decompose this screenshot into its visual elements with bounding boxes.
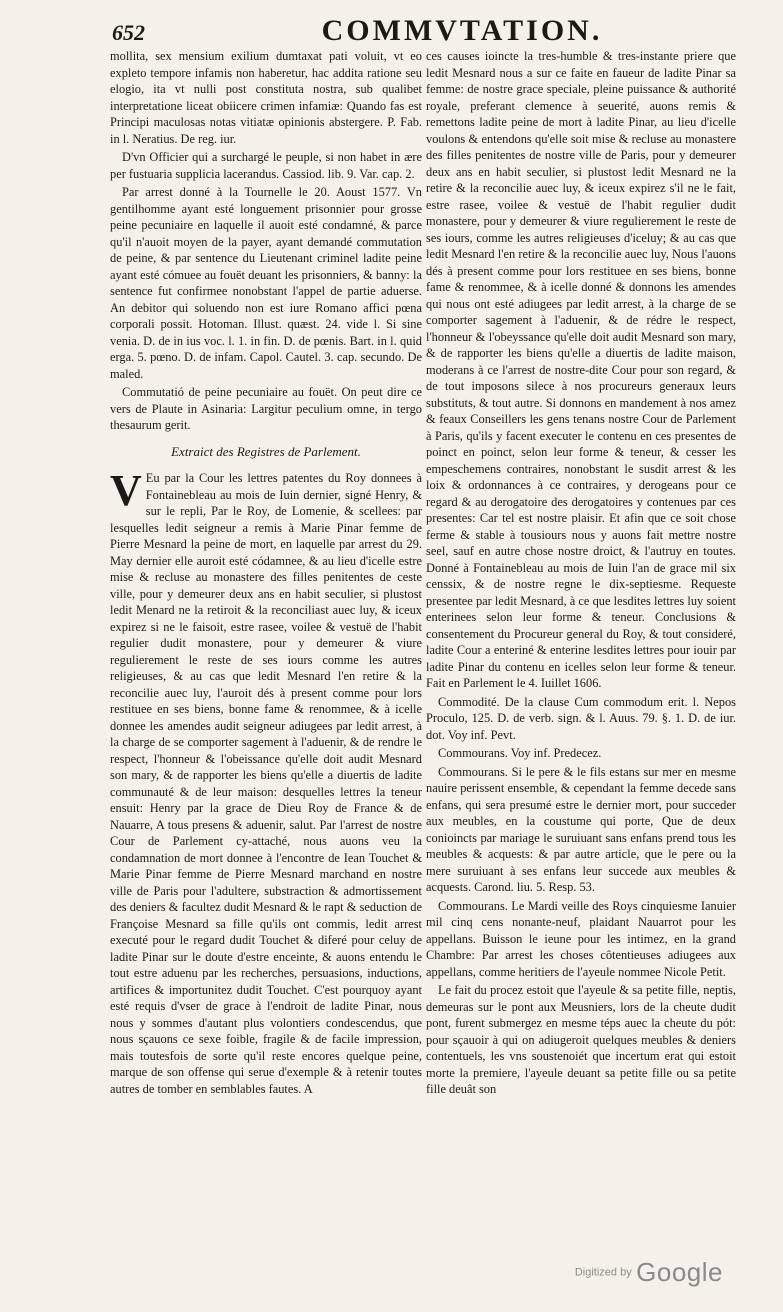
page-number: 652 xyxy=(112,20,145,45)
right-paragraph-3: Commourans. Voy inf. Predecez. xyxy=(438,746,602,760)
drop-cap-letter: V xyxy=(110,466,142,515)
watermark-prefix: Digitized by xyxy=(574,1266,632,1279)
left-paragraph-1: mollita, sex mensium exilium dumtaxat pati voluit, vt eo expleto tempore infamis non haberetur, hac addita ratione seu elogio, ita vt nulli post constituta nostra, sub qualibet interpretatione liceat obiicere crimen infamiæ: Quando fas est Principi maculosas notas vitiatæ opinionis abstergere. P. Fab. in l. Neratius. De reg. iur. xyxy=(110,49,422,146)
right-column xyxy=(426,48,736,1178)
right-paragraph-2: Commodité. De la clause Cum commodum erit. l. Nepos Proculo, 125. D. de verb. sign. & l. Auus. 79. §. 1. D. de iur. dot. Voy inf. Pevt. xyxy=(426,694,736,742)
left-paragraph-2: D'vn Officier qui a surchargé le peuple, si non habet in ære per fustuaria supplicia lacerandus. Cassiod. lib. 9. Var. cap. 2. xyxy=(110,150,422,181)
right-paragraph-5: Commourans. Le Mardi veille des Roys cinquiesme Ianuier mil cinq cens nonante-neuf, plaidant Nauarrot pour les appellans. Buisson le ieune pour les intimez, en la grand Chambre: Par arrest les choses côtentieuses adiugees aux appellans, comme heritiers de l'ayeule nommee Nicole Petit. xyxy=(426,898,736,979)
google-watermark xyxy=(575,1257,723,1288)
google-logo: Google xyxy=(636,1257,723,1287)
left-paragraph-5-text: Eu par la Cour les lettres patentes du Roy donnees à Fontainebleau au mois de Iuin dernier, signé Henry, & sur le repli, Par le Roy, de Lomenie, & scellees: par lesquelles ledit seigneur a remis à Marie Pinar femme de Pierre Mesnard la peine de mort, en laquelle par arrest du 29. May dernier elle auroit esté códamnee, & au lieu d'icelle estre mise & recluse au monastere des filles penitentes de ceste ville, pour y demeurer deux ans en habit seculier, si plustost ledit Menard ne la retiroit & la reconciliast auec luy, & iceux expirez si ne le faisoit, estre rasee, voilee & vestuë de l'habit regulier dudit monastere, pour y demeurer & viure regulierement le reste de ses iours comme les autres religieuses, & au cas que ledit Mesnard l'en retire & la reconcilie auec luy, l'auroit dés à present comme pour lors restituee en ses biens, bonne fame & renommee, & à icelle donnee les amendes audit seigneur adiugees par ledit arrest, à la charge de se comporter sagement à l'aduenir, & de rendre le respect, l'honneur & l'obeissance qu'elle doit audit Mesnard son mary, & de rapporter les biens qu'elle a diuertis de ladite communauté & de leur maison: desquelles lettres la teneur ensuit: Henry par la grace de Dieu Roy de France & de Nauarre, A tous presens & aduenir, salut. Par l'arrest de nostre Cour de Parlement cy-attaché, nous auons veu la condamnation de mort donnee à l'encontre de Iean Touchet & Marie Pinar femme de Pierre Mesnard marchand en nostre ville de Paris pour l'adultere, substraction & admortissement des deniers & facultez dudit Mesnard & le rapt & seduction de Françoise Mesnard sa fille qu'ils ont commis, ledit arrest executé pour le regard dudit Touchet & diferé pour celuy de ladite Pinar sur le doute d'estre enceinte, & auons entendu le tout estre aduenu par les recherches, persuasions, inductions, artifices & importunitez dudit Touchet. C'est pourquoy ayant esté requis d'vser de grace à l'endroit de ladite Pinar, nous nous y sommes d'autant plus volontiers condescendus, que nous sçauons ce sexe foible, fragile & de facile impression, mais toutesfois de sorte qu'il reste encores quelque peine, marque de son offense qui serue d'exemple & à retenir toutes autres de tomber en semblables fautes. A xyxy=(110,471,422,1096)
section-heading: Extraict des Registres de Parlement. xyxy=(171,443,361,459)
left-paragraph-4: Commutatió de peine pecuniaire au fouët. On peut dire ce vers de Plaute in Asinaria: Largitur peculium omne, in tergo thesaurum gerit. xyxy=(110,385,422,432)
right-paragraph-4: Commourans. Si le pere & le fils estans sur mer en mesme nauire perissent ensemble, & cependant la femme decede sans enfans, qui sera presumé estre le dernier mort, pour succeder aux meubles, en la coustume qui porte, Que de deux conioincts par mariage le suruiuant sans enfans prend tous les meubles & acquests: & par autre article, que le pere ou la mere suruiuant à ses enfans leur succede aux meubles & acquests. Carond. liu. 5. Resp. 53. xyxy=(426,764,736,894)
left-paragraph-3: Par arrest donné à la Tournelle le 20. Aoust 1577. Vn gentilhomme ayant esté longuement prisonnier pour grosse peine pecuniaire en laquelle il auoit esté condamné, & parce qu'il n'auoit moyen de la payer, ayant demandé commutation de peine, & par sentence du Lieutenant criminel ladite peine ayant esté cómuee au fouët deuant les prisonniers, & banny: la sentence fut confirmee nonobstant l'appel de partie aduerse. An debitor qui soluendo non est iure Romano affici pœna corporali possit. Hotoman. Illust. quæst. 24. vide l. Si sine venia. D. de in ius voc. l. 1. in fin. D. de pœnis. Bart. in l. quid erga. 5. pœno. D. de infam. Capol. Cautel. 3. cap. secundo. De maled. xyxy=(110,185,422,381)
right-paragraph-6: Le fait du procez estoit que l'ayeule & sa petite fille, neptis, demeuras sur le pont aux Meusniers, lors de la cheute dudit pont, furent submergez en mesme téps auec la cheute du pót: pour sçauoir à qui on adiugeroit quelques meubles & deniers contentuels, les vns soustenoiét que incertum erat qui estoit morte la premiere, l'ayeule deuant sa petite fille ou sa petite fille deuât son xyxy=(426,983,736,1096)
left-column xyxy=(110,48,422,1178)
right-paragraph-1: ces causes ioincte la tres-humble & tres-instante priere que ledit Mesnard nous a sur ce faite en faueur de ladite Pinar sa femme: de nostre grace speciale, pleine puissance & authorité royale, preferant clemence à seuerité, auons remis & remettons ladite peine de mort à ladite Pinar, au lieu d'icelle voulons & entendons qu'elle soit mise & recluse au monastere des filles penitentes de nostre ville de Paris, pour y demeurer deux ans en habit seculier, si plustost ledit Mesnard ne la retire & la reconcilie auec luy, & iceux expirez s'il ne le fait, estre rasee, voilee & vestuë de l'habit regulier dudit monastere, pour y demeurer & viure regulierement le reste de ses iours, comme les autres religieuses d'iceluy; & au cas que ledit Mesnard l'en retire & la reconcilie auec luy, Nous l'auons dés à present comme pour lors restituee en ses biens, bonne fame & renommee, & à icelle donné & donnons les amendes qui nous ont esté adiugees par ledit arrest, à la charge de se comporter sagement à l'aduenir, & de rédre le respect, l'honneur & l'obeyssance qu'elle doit audit Mesnard son mary, & de rapporter les biens qu'elle a diuertis de ladite maison, moderans à ce l'arrest de nostre-dite Cour pour son regard, & de tout imposons silece à nos procureurs generaux leurs substituts, & tout autre. Si donnons en mandement à nos amez & feaux Conseillers les gens tenans nostre Cour de Parlement à Paris, qu'ils y facent executer le contenu en ces presentes de poinct en poinct, selon leur forme & teneur, & cesser les empeschemens contraires, nonobstant le susdit arrest & les loix & ordonnances à ce contraires, y derogeans pour ce regard & au derogatoire des derogatoires y contenues par ces presentes: Car tel est nostre plaisir. Et afin que ce soit chose ferme & stable à tousiours nous y auons fait mettre nostre seel, sauf en autre chose nostre droict, & l'autruy en toutes. Donné à Fontainebleau au mois de Iuin l'an de grace mil six censsix, & de nostre regne le dix-septiesme. Requeste presentee par ledit Mesnard, à ce que lesdites lettres luy soient enterinees selon leur forme & teneur. Conclusions & consentement du Procureur general du Roy, & tout consideré, ladite Cour a enteriné & enterine lesdites lettres pour iouir par ladite Pinar du contenu en icelles selon leur forme & teneur. Fait en Parlement le 4. Iuillet 1606. xyxy=(426,49,736,690)
left-paragraph-5 xyxy=(110,466,422,1097)
running-title: COMMVTATION. xyxy=(321,14,603,47)
